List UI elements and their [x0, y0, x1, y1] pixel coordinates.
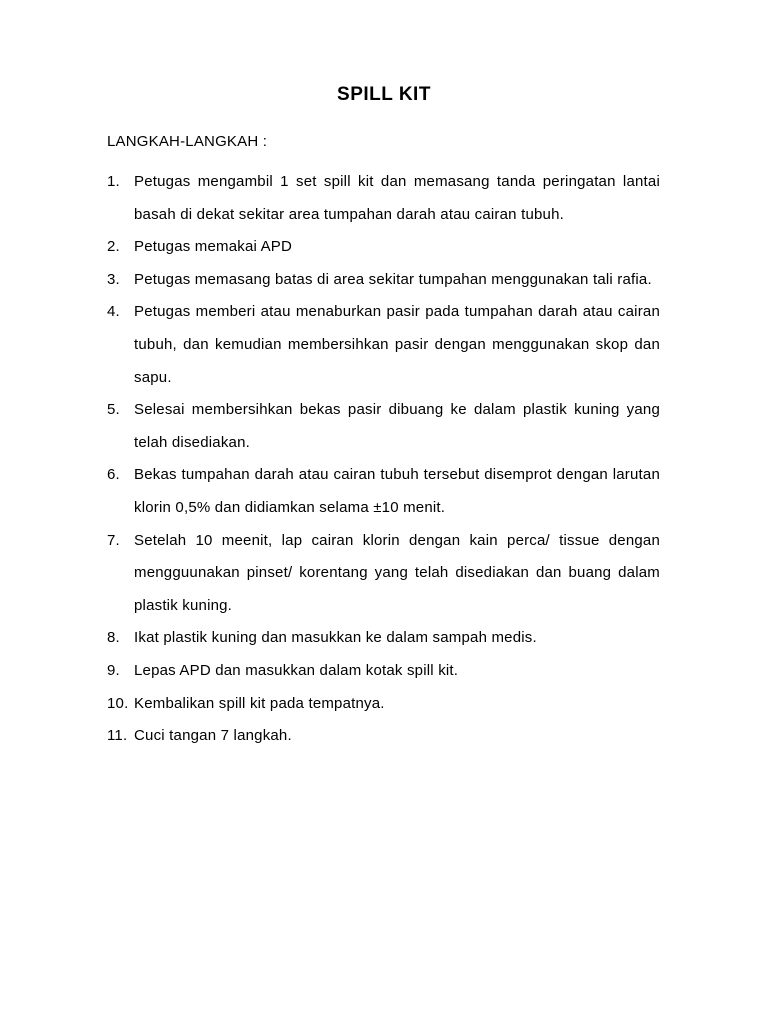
- step-item: [107, 394, 660, 459]
- step-item: [107, 688, 660, 721]
- step-text: Bekas tumpahan darah atau cairan tubuh tersebut disemprot dengan larutan klorin 0,5% dan didiamkan selama ±10 menit.: [134, 466, 660, 516]
- steps-list: [107, 166, 660, 753]
- step-number: 8.: [107, 629, 120, 647]
- step-number: 10.: [107, 694, 129, 712]
- step-item: [107, 655, 660, 688]
- step-text: Cuci tangan 7 langkah.: [134, 727, 292, 745]
- step-number: 3.: [107, 270, 120, 288]
- step-item: [107, 525, 660, 623]
- step-text: Setelah 10 meenit, lap cairan klorin dengan kain perca/ tissue dengan mengguunakan pinset/ korentang yang telah disediakan dan buang dalam plastik kuning.: [134, 531, 660, 614]
- step-item: [107, 459, 660, 524]
- step-number: 7.: [107, 531, 120, 549]
- step-item: [107, 264, 660, 297]
- step-text: Petugas memberi atau menaburkan pasir pada tumpahan darah atau cairan tubuh, dan kemudian membersihkan pasir dengan menggunakan skop dan sapu.: [134, 303, 660, 386]
- step-text: Kembalikan spill kit pada tempatnya.: [134, 694, 385, 712]
- step-number: 9.: [107, 661, 120, 679]
- step-text: Petugas mengambil 1 set spill kit dan memasang tanda peringatan lantai basah di dekat sekitar area tumpahan darah atau cairan tubuh.: [134, 173, 660, 223]
- document-title: SPILL KIT: [337, 84, 431, 105]
- step-item: [107, 166, 660, 231]
- step-item: [107, 296, 660, 394]
- step-item: [107, 622, 660, 655]
- step-number: 11.: [107, 727, 128, 745]
- step-item: [107, 720, 660, 753]
- step-number: 5.: [107, 401, 120, 419]
- steps-heading: LANGKAH-LANGKAH :: [107, 133, 268, 150]
- step-text: Lepas APD dan masukkan dalam kotak spill kit.: [134, 661, 459, 679]
- step-item: [107, 231, 660, 264]
- step-text: Petugas memakai APD: [134, 238, 293, 256]
- step-text: Petugas memasang batas di area sekitar tumpahan menggunakan tali rafia.: [134, 270, 652, 288]
- step-number: 6.: [107, 466, 120, 484]
- step-text: Ikat plastik kuning dan masukkan ke dalam sampah medis.: [134, 629, 537, 647]
- step-number: 4.: [107, 303, 120, 321]
- step-number: 2.: [107, 238, 120, 256]
- step-text: Selesai membersihkan bekas pasir dibuang ke dalam plastik kuning yang telah disediakan.: [134, 401, 660, 451]
- step-number: 1.: [107, 173, 120, 190]
